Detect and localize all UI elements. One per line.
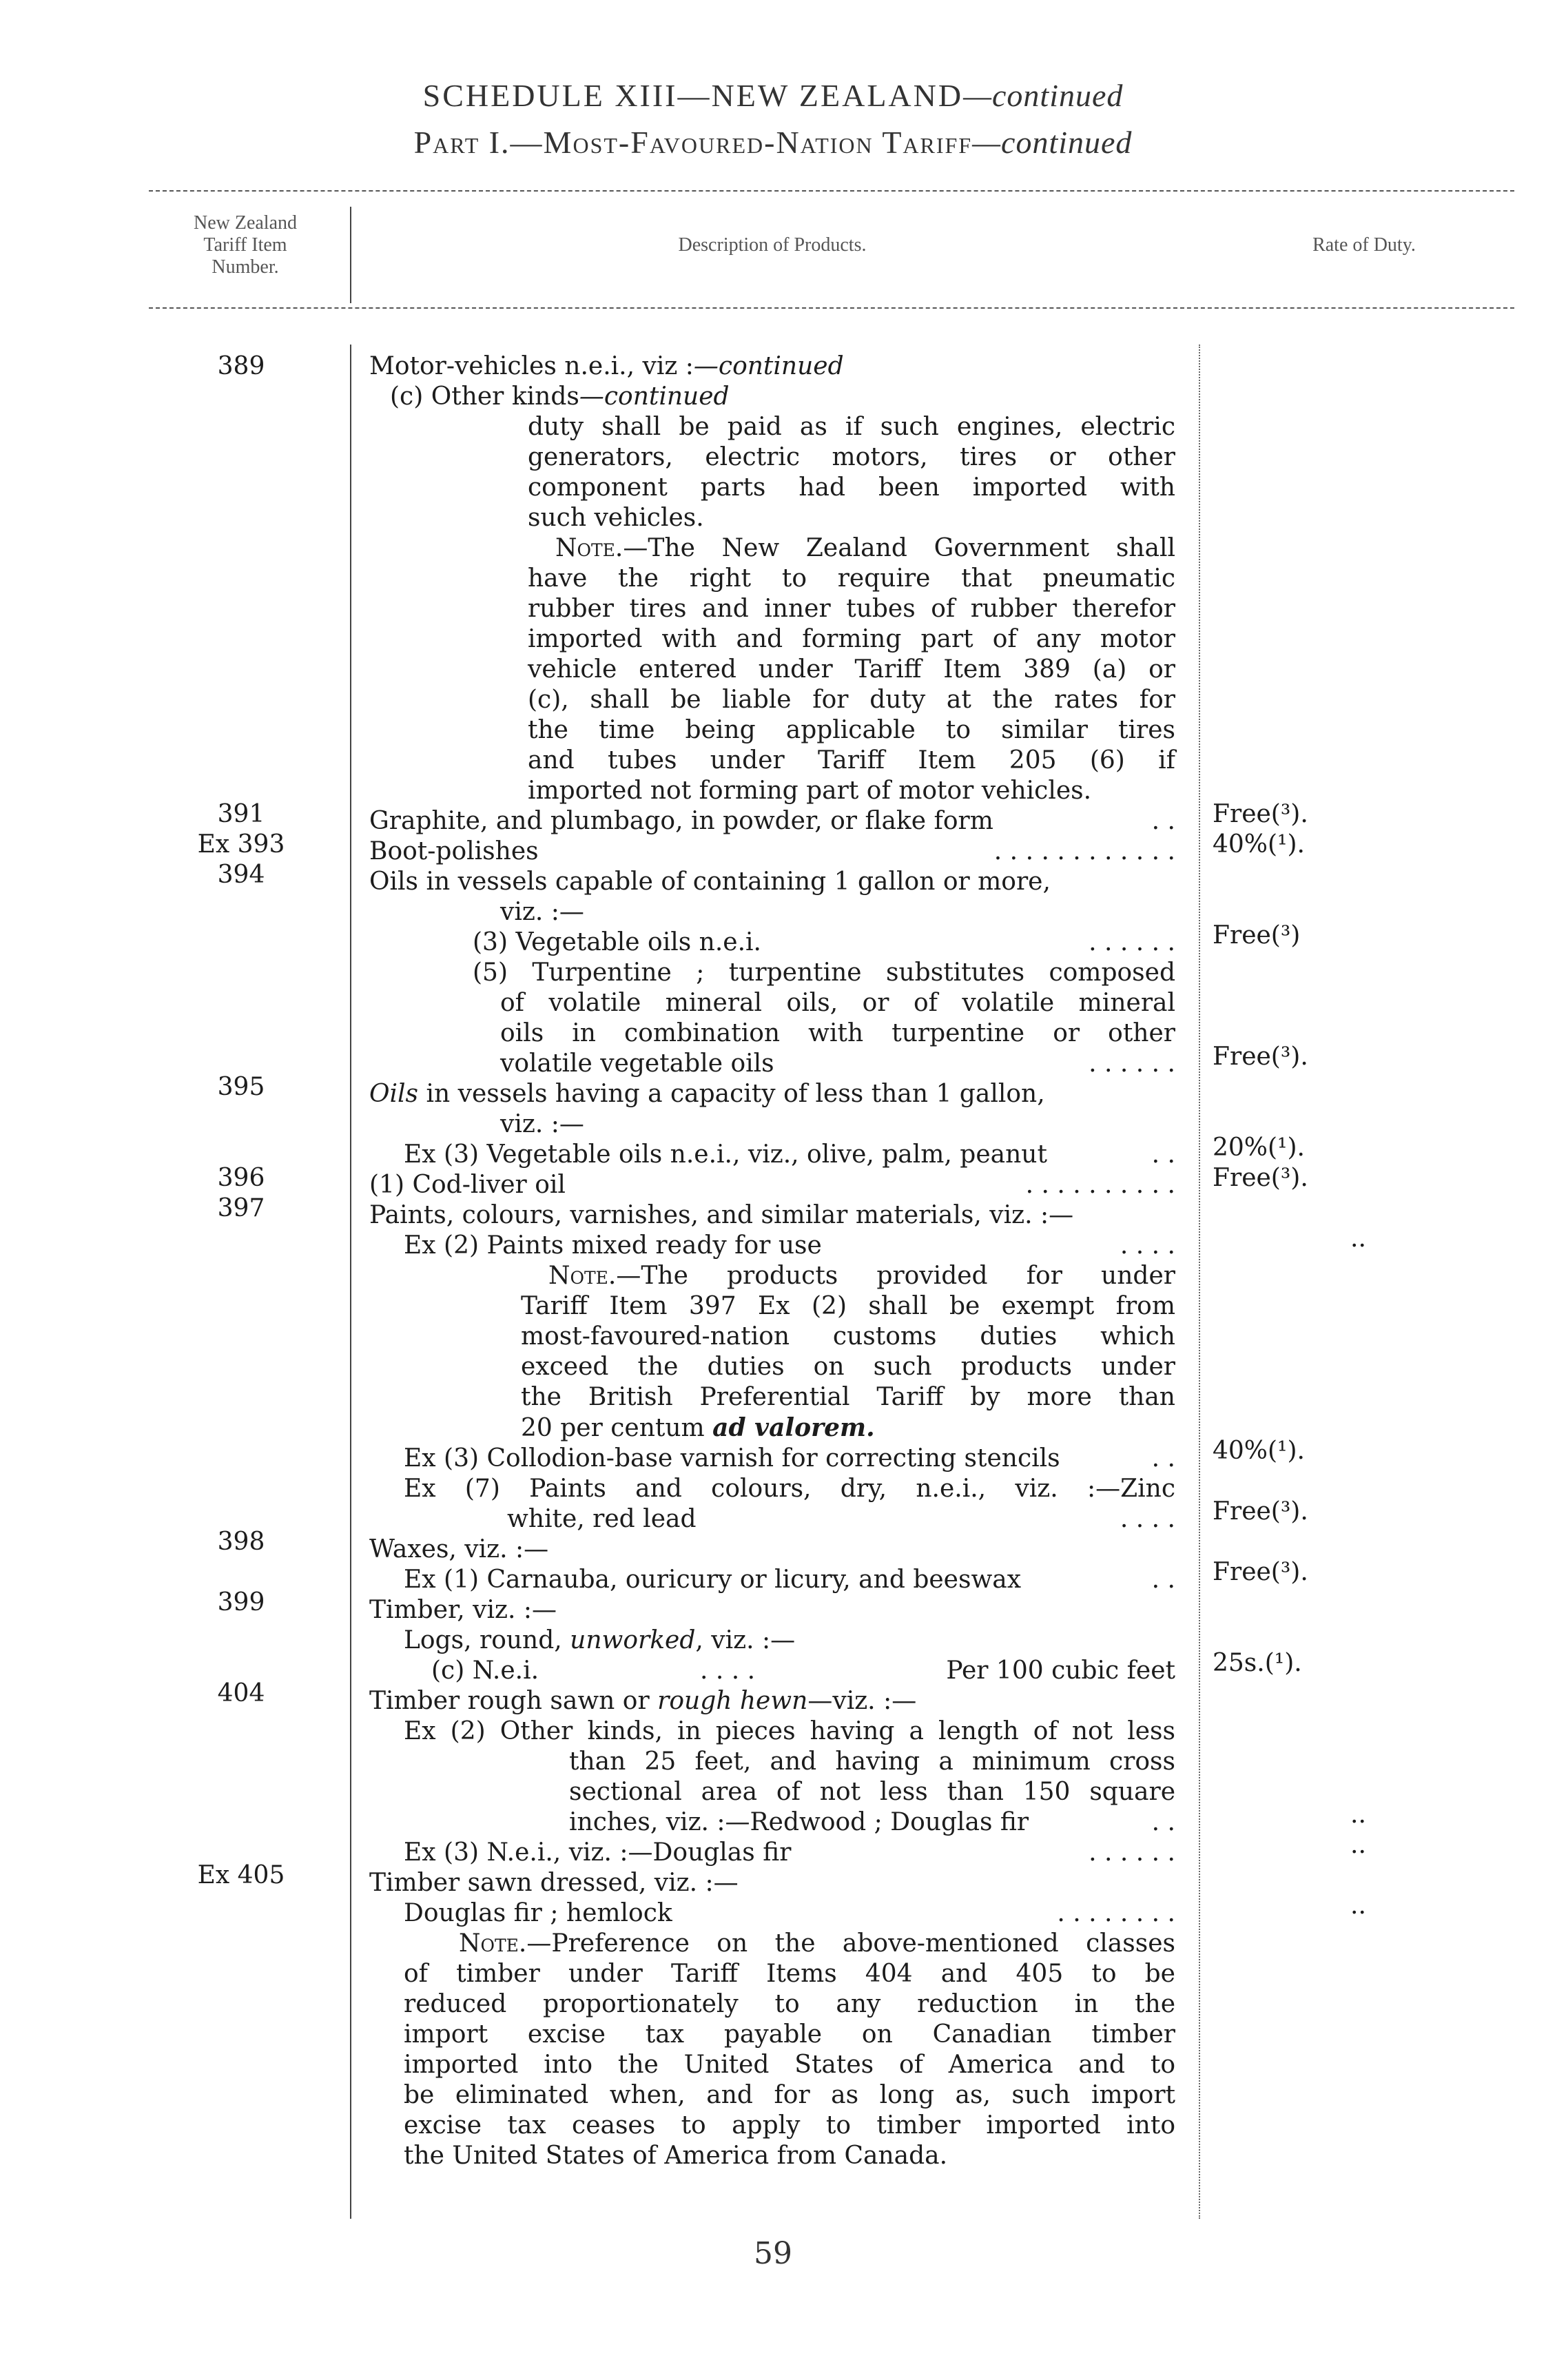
rate-vegetable-oils-ex: 20%(¹). xyxy=(1213,1133,1305,1162)
rate-redwood-douglas: .. xyxy=(1350,1801,1366,1829)
desc-paints-mixed: Ex (2) Paints mixed ready for use . . . . xyxy=(404,1231,1175,1260)
desc-timber: Timber, viz. :— xyxy=(369,1596,557,1624)
item-number-395: 395 xyxy=(217,1073,265,1101)
column-head-description: Description of Products. xyxy=(678,234,867,256)
desc-paints: Paints, colours, varnishes, and similar materials, viz. :— xyxy=(369,1201,1074,1229)
desc-collodion: Ex (3) Collodion-base varnish for correcting stencils . . xyxy=(404,1444,1175,1473)
desc-paints-dry: Ex (7) Paints and colours, dry, n.e.i., viz. :—Zinc white, red lead . . . . xyxy=(404,1475,1175,1533)
desc-cod-liver-oil: (1) Cod-liver oil . . . . . . . . . . xyxy=(369,1171,1175,1199)
rate-logs-nei: 25s.(¹). xyxy=(1213,1649,1302,1677)
desc-turpentine: (5) Turpentine ; turpentine substitutes composed of volatile mineral oils, or of volatile mineral oils in combination with turpentine or other volatile vegetable oils . . . . . . xyxy=(473,958,1175,1078)
rate-vegetable-oils: Free(³) xyxy=(1213,921,1301,950)
note-389: Note.—The New Zealand Government shall have the right to require that pneumatic rubber tires and inner tubes of rubber therefor imported with and forming part of any motor vehicle entered under Tariff Item 389 (a) or (c), shall be liable for duty at the rates for the time being applicable to similar tires and tubes under Tariff Item 205 (6) if imported not forming part of motor vehicles. xyxy=(528,534,1175,805)
page-number: 59 xyxy=(754,2236,792,2271)
rate-cod-liver-oil: Free(³). xyxy=(1213,1164,1308,1192)
desc-boot-polishes: Boot-polishes . . . . . . . . . . . . xyxy=(369,837,1175,865)
rate-paints-dry: Free(³). xyxy=(1213,1497,1308,1526)
desc-oils-small: Oils in vessels having a capacity of less than 1 gallon, xyxy=(369,1080,1045,1108)
desc-duty-paragraph: duty shall be paid as if such engines, electric generators, electric motors, tires or other component parts had been imported with such vehicles. xyxy=(528,413,1175,532)
column-separator xyxy=(350,207,351,303)
item-number-389: 389 xyxy=(217,352,265,380)
item-number-397: 397 xyxy=(217,1194,265,1222)
desc-oils-large: Oils in vessels capable of containing 1 gallon or more, xyxy=(369,868,1051,896)
schedule-title: SCHEDULE XIII—NEW ZEALAND—continued xyxy=(422,78,1124,113)
desc-logs: Logs, round, unworked, viz. :— xyxy=(404,1626,796,1654)
item-number-396: 396 xyxy=(217,1164,265,1192)
rate-paints-mixed: .. xyxy=(1350,1224,1366,1253)
column-head-rate: Rate of Duty. xyxy=(1312,234,1416,256)
column-separator xyxy=(1199,345,1200,2219)
item-number-404: 404 xyxy=(217,1679,265,1707)
note-404-405: Note.—Preference on the above-mentioned classes of timber under Tariff Items 404 and 405 to be reduced proportionately to any reduction in the import excise tax payable on Canadian timber imported into the United States of America and to be eliminated when, and for as long as, such import excise tax ceases to apply to timber imported into the United States of America from Canada. xyxy=(404,1929,1175,2170)
top-rule xyxy=(149,190,1514,192)
desc-timber-rough: Timber rough sawn or rough hewn—viz. :— xyxy=(369,1687,917,1715)
desc-carnauba: Ex (1) Carnauba, ouricury or licury, and beeswax . . xyxy=(404,1566,1175,1594)
item-number-ex-393: Ex 393 xyxy=(197,830,285,859)
desc-douglas-hemlock: Douglas fir ; hemlock . . . . . . . . xyxy=(404,1899,1175,1927)
description-column: Motor-vehicles n.e.i., viz :—continued (c) Other kinds—continued duty shall be paid as if such engines, electric generators, electric motors, tires or other component parts had been imported with such vehicles. Note.—The New Zealand Government shall have the right to require that pneumatic rubber tires and inner tubes of rubber therefor imported with and forming part of any motor vehicle entered under Tariff Item 389 (a) or (c), shall be liable for duty at the rates for the time being applicable to similar tires and tubes under Tariff Item 205 (6) if imported not forming part of motor vehicles. Graphite, and plumbago, in powder, or flake form . . Boot-polishes . . . . . . . . . . . . Oils in vessels capable of containing 1 gallon or more, viz. :— (3) Vegetable oils n.e.i. . . . . . . (5) Turpentine ; turpentine substitutes composed of volatile mineral oils, or of volatile mineral oils in combination with turpentine or other volatile vegetable oils . . . . . . Oils in vessels having a capacity of less than 1 gallon, viz. :— Ex (3) Vegetable oils n.e.i., viz., olive, palm, peanut . . (1) Cod-liver oil . . . . . . . . . . Paints, colours, varnishes, and similar materials, viz. :— Ex (2) Paints mixed ready for use . . . . Note.—The products provided for under Tariff Item 397 Ex (2) shall be exempt from most-favoured-nation customs duties which exceed the duties on such products under the British Preferential Tariff by more than 20 per centum ad valorem. Ex (3) Collodion-base varnish for correcting stencils . . Ex (7) Paints and colours, dry, n.e.i., viz. :—Zinc white, red lead . . . . Waxes, viz. :— Ex (1) Carnauba, ouricury or licury, and beeswax . . Timber, viz. :— Logs, round, unworked, viz. :— (c) N.e.i. . . . . Per 100 cubic feet Timber rough sawn or rough hewn—viz. :— Ex (2) Other kinds, in pieces having a length of not less than 25 feet, and having a minimum cross sectional area of not less than 150 square inches, viz. :—Redwood ; Douglas fir . . Ex (3) N.e.i., viz. :—Douglas fir . . . . . . Timber sawn dressed, viz. :— Douglas fir ; hemlock . . . . . . . . Note.—Preference on the above-mentioned classes of timber under Tariff Items 404 and 405 to be reduced proportionately to any reduction in the import excise tax payable on Canadian timber imported into the United States of America and to be eliminated when, and for as long as, such import excise tax ceases to apply to timber imported into the United States of America from Canada. xyxy=(369,352,1175,2170)
part-title: Part I.—Most-Favoured-Nation Tariff—continued xyxy=(413,125,1133,160)
heading-rule xyxy=(149,307,1514,309)
desc-logs-nei: (c) N.e.i. . . . . Per 100 cubic feet xyxy=(431,1656,1175,1685)
item-number-394: 394 xyxy=(217,861,265,889)
item-number-398: 398 xyxy=(217,1528,265,1556)
rate-douglas-hemlock: .. xyxy=(1350,1891,1366,1920)
desc-timber-dressed: Timber sawn dressed, viz. :— xyxy=(369,1869,739,1897)
desc-other-kinds: (c) Other kinds—continued xyxy=(390,382,730,411)
desc-motor-vehicles: Motor-vehicles n.e.i., viz :—continued xyxy=(369,352,844,380)
note-397: Note.—The products provided for under Tariff Item 397 Ex (2) shall be exempt from most-favoured-nation customs duties which exceed the duties on such products under the British Preferential Tariff by more than 20 per centum ad valorem. xyxy=(521,1262,1175,1442)
desc-vegetable-oils: (3) Vegetable oils n.e.i. . . . . . . xyxy=(473,928,1175,956)
rate-nei-douglas: .. xyxy=(1350,1831,1366,1859)
desc-nei-douglas: Ex (3) N.e.i., viz. :—Douglas fir . . . . . . xyxy=(404,1838,1175,1867)
rate-turpentine: Free(³). xyxy=(1213,1043,1308,1071)
item-number-391: 391 xyxy=(217,800,265,828)
rate-boot-polishes: 40%(¹). xyxy=(1213,830,1305,859)
desc-graphite: Graphite, and plumbago, in powder, or flake form . . xyxy=(369,807,1175,835)
desc-other-kinds-timber: Ex (2) Other kinds, in pieces having a length of not less than 25 feet, and having a minimum cross sectional area of not less than 150 square inches, viz. :—Redwood ; Douglas fir . . xyxy=(404,1717,1175,1836)
desc-waxes: Waxes, viz. :— xyxy=(369,1535,549,1563)
item-number-ex-405: Ex 405 xyxy=(197,1861,285,1889)
rate-graphite: Free(³). xyxy=(1213,800,1308,828)
item-number-399: 399 xyxy=(217,1588,265,1617)
column-separator xyxy=(350,345,351,2219)
rate-carnauba: Free(³). xyxy=(1213,1558,1308,1586)
column-head-item-number: New Zealand Tariff Item Number. xyxy=(193,212,298,278)
desc-vegetable-oils-ex: Ex (3) Vegetable oils n.e.i., viz., olive, palm, peanut . . xyxy=(404,1140,1175,1169)
rate-collodion: 40%(¹). xyxy=(1213,1437,1305,1465)
